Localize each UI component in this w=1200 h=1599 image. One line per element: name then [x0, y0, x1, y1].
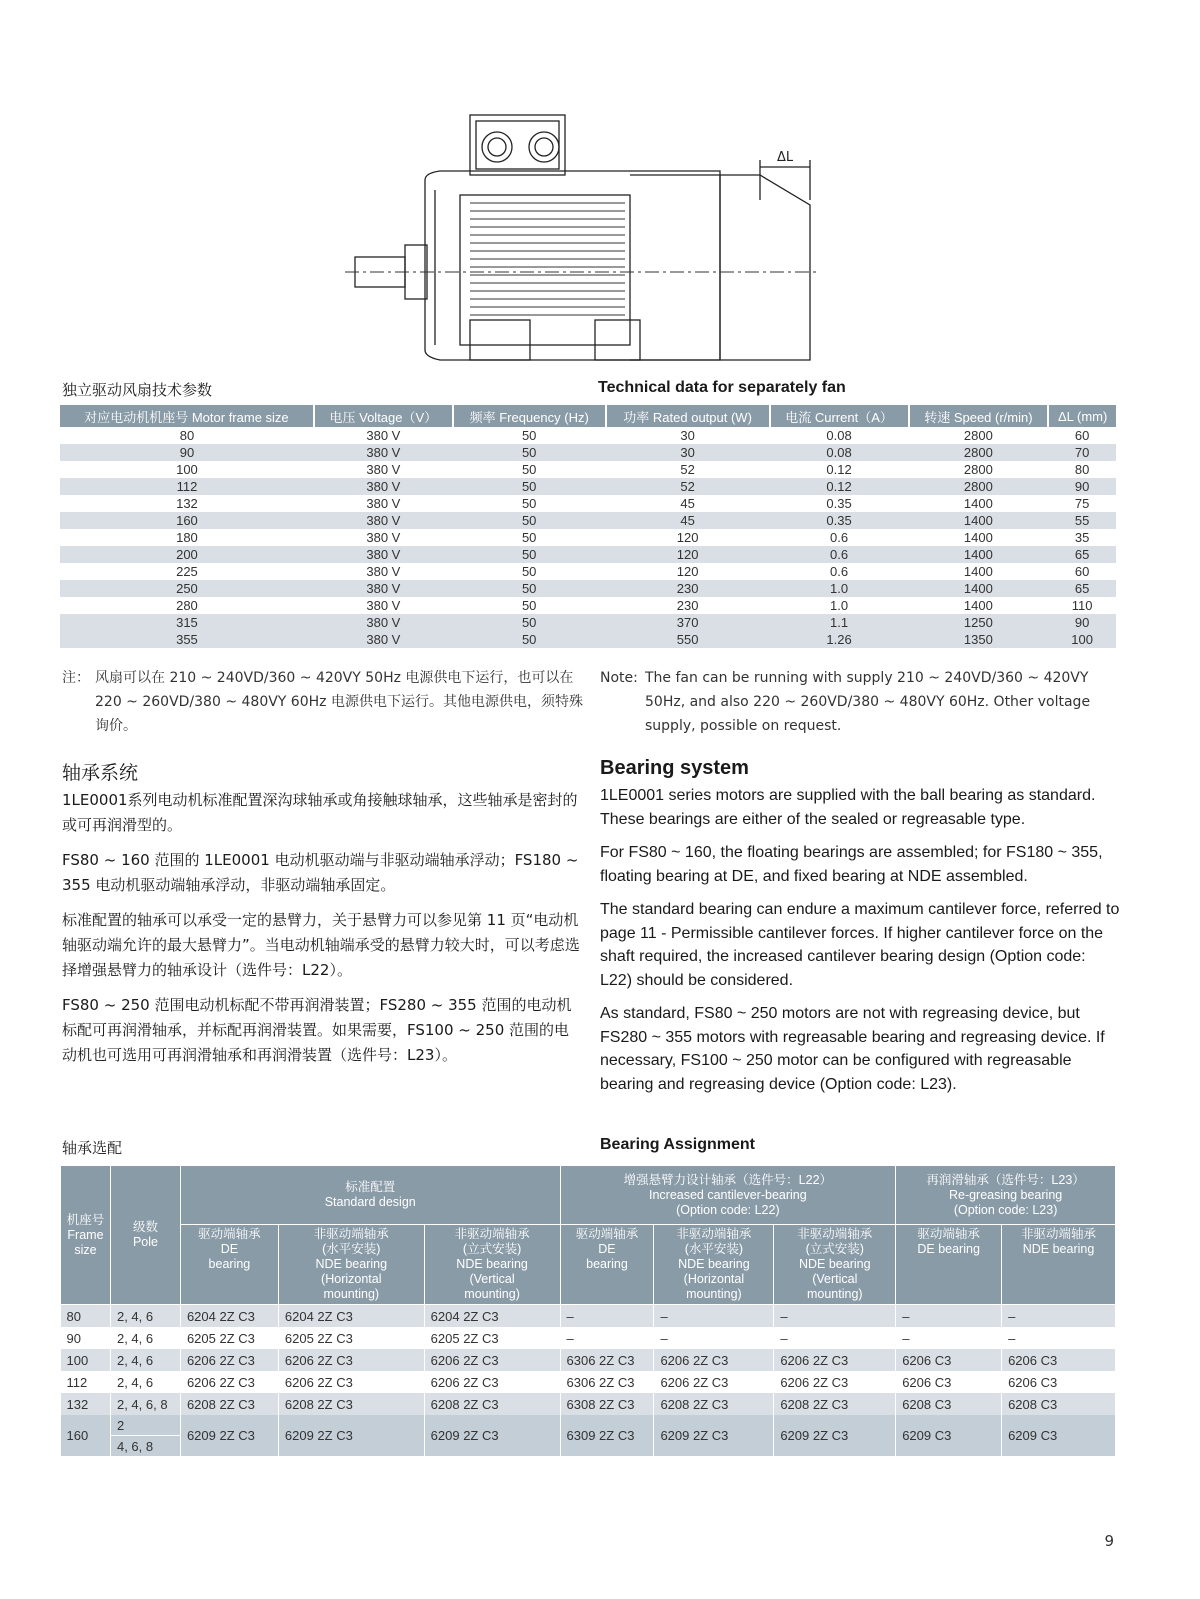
table-cell: –: [560, 1327, 654, 1349]
table-cell: 380 V: [314, 478, 453, 495]
table-cell: 230: [606, 580, 770, 597]
header-l23-de-cn: 驱动端轴承: [917, 1227, 980, 1241]
table-cell: 355: [60, 631, 314, 648]
table-cell: 50: [453, 444, 606, 461]
table-cell: 1400: [909, 512, 1049, 529]
header-speed: 转速 Speed (r/min): [909, 405, 1049, 427]
header-std-de-en2: bearing: [208, 1257, 251, 1271]
table-row-160a: [61, 1415, 1116, 1436]
note-en-text: The fan can be running with supply 210 ~ 240VD/360 ~ 420VY 50Hz, and also 220 ~ 260VD/380 ~ 480VY 60Hz. Other voltage supply, possible on request.: [645, 670, 1091, 734]
header-std-ndev-cn: 非驱动端轴承: [454, 1227, 530, 1241]
table-cell: 50: [453, 529, 606, 546]
table-cell: 6206 2Z C3: [654, 1371, 774, 1393]
table-row: [60, 478, 1116, 495]
note-en-label: Note:: [600, 670, 638, 686]
table-cell: 45: [606, 512, 770, 529]
table-cell: 0.08: [770, 427, 909, 444]
header-frequency: 频率 Frequency (Hz): [453, 405, 606, 427]
paragraph-en-1: 1LE0001 series motors are supplied with the ball bearing as standard. These bearings are either of the sealed or regreasable type.: [600, 787, 1096, 828]
table-cell: 6204 2Z C3: [278, 1305, 424, 1328]
fan-title-cn: 独立驱动风扇技术参数: [62, 381, 213, 399]
table-cell: 6206 2Z C3: [278, 1371, 424, 1393]
bearing-system-text-cn: [62, 788, 580, 1078]
table-cell: 6206 C3: [1002, 1371, 1116, 1393]
table-cell: 200: [60, 546, 314, 563]
table-cell: 380 V: [314, 495, 453, 512]
table-cell: 50: [453, 614, 606, 631]
header-std-nde-vertical: [424, 1225, 560, 1305]
table-cell: 50: [453, 461, 606, 478]
table-row: [60, 495, 1116, 512]
header-l22-de-en1: DE: [598, 1242, 616, 1256]
table-row: [60, 512, 1116, 529]
header-l22-ndev-en3: mounting): [806, 1287, 863, 1301]
table-cell: 1.0: [770, 597, 909, 614]
table-cell: 6208 2Z C3: [424, 1393, 560, 1415]
table-cell: 6206 C3: [896, 1371, 1002, 1393]
table-row: [60, 614, 1116, 631]
page-number: 9: [1104, 1532, 1114, 1550]
table-cell: 380 V: [314, 512, 453, 529]
table-cell: 380 V: [314, 614, 453, 631]
header-l22-cn: 增强悬臂力设计轴承（选件号：L22）: [623, 1172, 833, 1187]
header-l22-de: [560, 1225, 654, 1305]
table-cell: 30: [606, 427, 770, 444]
header-std-de-en1: DE: [220, 1242, 239, 1256]
header-l22-ndeh-cn2: (水平安装): [684, 1242, 744, 1256]
cell-160-c8: 6209 C3: [1002, 1415, 1116, 1456]
note-cn-text: 风扇可以在 210 ~ 240VD/360 ~ 420VY 50Hz 电源供电下运行，也可以在 220 ~ 260VD/380 ~ 480VY 60Hz 电源供电下运行。其他电源供电，须特殊询价。: [95, 670, 583, 734]
header-std-ndeh-cn2: (水平安装): [322, 1242, 381, 1256]
table-cell: 230: [606, 597, 770, 614]
cell-frame-160: 160: [61, 1415, 111, 1456]
table-cell: 120: [606, 546, 770, 563]
table-cell: 6205 2Z C3: [278, 1327, 424, 1349]
table-cell: 0.6: [770, 529, 909, 546]
paragraph-cn-2: FS80 ~ 160 范围的 1LE0001 电动机驱动端与非驱动端轴承浮动；FS180 ~ 355 电动机驱动端轴承浮动，非驱动端轴承固定。: [62, 851, 579, 894]
table-cell: 65: [1048, 546, 1116, 563]
table-cell: 6306 2Z C3: [560, 1371, 654, 1393]
table-cell: 1400: [909, 495, 1049, 512]
header-std-ndeh-en1: NDE bearing: [315, 1257, 388, 1271]
table-cell: 1400: [909, 546, 1049, 563]
header-l22-nde-horizontal: [654, 1225, 774, 1305]
table-cell: 6206 2Z C3: [424, 1349, 560, 1371]
table-cell: 0.08: [770, 444, 909, 461]
table-cell: 2800: [909, 427, 1049, 444]
header-voltage: 电压 Voltage（V）: [314, 405, 453, 427]
table-cell: 50: [453, 580, 606, 597]
table-cell: 380 V: [314, 444, 453, 461]
bearing-system-title-en: Bearing system: [600, 757, 749, 779]
table-cell: 6208 2Z C3: [774, 1393, 896, 1415]
table-cell: 380 V: [314, 631, 453, 648]
table-cell: 6206 2Z C3: [180, 1371, 278, 1393]
header-current: 电流 Current（A）: [770, 405, 909, 427]
table-cell: 380 V: [314, 529, 453, 546]
header-std-ndeh-en2: (Horizontal: [321, 1272, 382, 1286]
table-cell: 50: [453, 495, 606, 512]
table-cell: 50: [453, 512, 606, 529]
header-frame: [61, 1166, 111, 1305]
header-std-ndeh-en3: mounting): [323, 1287, 380, 1301]
header-l22-ndev-cn2: (立式安装): [805, 1242, 864, 1256]
table-cell: 65: [1048, 580, 1116, 597]
table-cell: 2800: [909, 444, 1049, 461]
bearing-system-title-cn: 轴承系统: [62, 762, 139, 784]
table-cell: 30: [606, 444, 770, 461]
table-cell: 35: [1048, 529, 1116, 546]
header-frame-cn: 机座号: [66, 1212, 105, 1227]
table-cell: 2800: [909, 478, 1049, 495]
note-en: [600, 666, 1118, 738]
table-cell: 0.35: [770, 512, 909, 529]
table-cell: 225: [60, 563, 314, 580]
header-l22-group: [560, 1166, 896, 1225]
fan-title-en: Technical data for separately fan: [598, 379, 846, 396]
table-cell: 6308 2Z C3: [560, 1393, 654, 1415]
table-row: [61, 1349, 1116, 1371]
delta-l-label: ΔL: [777, 150, 794, 165]
table-cell: 2, 4, 6: [110, 1327, 180, 1349]
table-row: [60, 444, 1116, 461]
table-cell: 6208 2Z C3: [654, 1393, 774, 1415]
table-cell: 2, 4, 6: [110, 1371, 180, 1393]
header-standard-en: Standard design: [324, 1195, 416, 1209]
header-pole-en: Pole: [132, 1235, 158, 1249]
table-cell: 0.6: [770, 546, 909, 563]
table-cell: 160: [60, 512, 314, 529]
table-cell: 112: [60, 478, 314, 495]
table-cell: 6206 2Z C3: [180, 1349, 278, 1371]
header-rated-output: 功率 Rated output (W): [606, 405, 770, 427]
table-cell: 55: [1048, 512, 1116, 529]
table-cell: 112: [61, 1371, 111, 1393]
table-cell: 6208 2Z C3: [278, 1393, 424, 1415]
table-cell: 50: [453, 478, 606, 495]
cell-160-c7: 6209 C3: [896, 1415, 1002, 1456]
table-row: [60, 631, 1116, 648]
fan-data-table: [60, 405, 1116, 648]
table-cell: 90: [1048, 614, 1116, 631]
table-cell: 50: [453, 563, 606, 580]
table-cell: 90: [60, 444, 314, 461]
note-cn: [62, 666, 594, 738]
header-l23-group: [896, 1166, 1116, 1225]
table-cell: 0.35: [770, 495, 909, 512]
table-cell: 90: [61, 1327, 111, 1349]
table-cell: 2800: [909, 461, 1049, 478]
cell-160-c4: 6309 2Z C3: [560, 1415, 654, 1456]
table-cell: 6206 C3: [1002, 1349, 1116, 1371]
table-cell: 90: [1048, 478, 1116, 495]
table-cell: 6205 2Z C3: [180, 1327, 278, 1349]
table-cell: 6206 2Z C3: [424, 1371, 560, 1393]
header-l22-de-en2: bearing: [586, 1257, 628, 1271]
header-l22-ndev-cn: 非驱动端轴承: [797, 1227, 873, 1241]
header-delta-l: ΔL (mm): [1048, 405, 1116, 427]
cell-160-c6: 6209 2Z C3: [774, 1415, 896, 1456]
paragraph-en-2: For FS80 ~ 160, the floating bearings are assembled; for FS180 ~ 355, floating bearing at DE, and fixed bearing at NDE assembled.: [600, 844, 1103, 885]
header-l22-ndev-en1: NDE bearing: [798, 1257, 871, 1271]
table-cell: 6206 2Z C3: [774, 1371, 896, 1393]
table-cell: 250: [60, 580, 314, 597]
table-cell: 1.26: [770, 631, 909, 648]
header-std-de-cn: 驱动端轴承: [198, 1227, 261, 1241]
paragraph-cn-4: FS80 ~ 250 范围电动机标配不带再润滑装置；FS280 ~ 355 范围的电动机标配可再润滑轴承，并标配再润滑装置。如果需要，FS100 ~ 250 范围的电动机也可选用可再润滑轴承和再润滑装置（选件号：L23）。: [62, 996, 572, 1064]
header-standard-cn: 标准配置: [345, 1180, 396, 1194]
table-cell: 1400: [909, 529, 1049, 546]
table-row: [60, 461, 1116, 478]
table-cell: 100: [60, 461, 314, 478]
table-cell: 120: [606, 529, 770, 546]
table-cell: 50: [453, 546, 606, 563]
table-cell: 100: [61, 1349, 111, 1371]
table-cell: 80: [1048, 461, 1116, 478]
table-cell: 45: [606, 495, 770, 512]
header-l23-nde: [1002, 1225, 1116, 1305]
header-frame-en: Frame size: [67, 1227, 104, 1257]
header-std-ndev-en1: NDE bearing: [456, 1257, 528, 1271]
table-cell: 50: [453, 427, 606, 444]
table-cell: 1.1: [770, 614, 909, 631]
header-std-ndev-en2: (Vertical: [469, 1272, 515, 1286]
table-cell: 6208 C3: [896, 1393, 1002, 1415]
header-l23-cn: 再润滑轴承（选件号：L23）: [926, 1172, 1085, 1187]
table-row: [61, 1393, 1116, 1415]
header-l23-code: (Option code: L23): [953, 1202, 1058, 1217]
table-cell: 6206 2Z C3: [654, 1349, 774, 1371]
paragraph-cn-3: 标准配置的轴承可以承受一定的悬臂力，关于悬臂力可以参见第 11 页“电动机轴驱动端允许的最大悬臂力”。当电动机轴端承受的悬臂力较大时，可以考虑选择增强悬臂力的轴承设计（选件号：L22）。: [62, 911, 580, 979]
header-std-nde-horizontal: [278, 1225, 424, 1305]
header-frame-size: 对应电动机机座号 Motor frame size: [60, 405, 314, 427]
paragraph-en-3: The standard bearing can endure a maximum cantilever force, referred to page 11 - Permissible cantilever forces. If higher cantilever force on the shaft required, the increased cantilever bearing design (Option code: L22) should be considered.: [600, 901, 1120, 989]
table-cell: 1350: [909, 631, 1049, 648]
table-cell: –: [654, 1327, 774, 1349]
cell-pole-160b: 4, 6, 8: [110, 1436, 180, 1457]
table-cell: 52: [606, 461, 770, 478]
table-cell: –: [774, 1327, 896, 1349]
table-cell: 120: [606, 563, 770, 580]
table-cell: –: [774, 1305, 896, 1328]
table-cell: 50: [453, 597, 606, 614]
table-cell: 6205 2Z C3: [424, 1327, 560, 1349]
bearing-system-text-en: [600, 784, 1120, 1106]
header-l22-ndeh-en1: NDE bearing: [678, 1257, 750, 1271]
table-cell: –: [1002, 1305, 1116, 1328]
table-cell: –: [1002, 1327, 1116, 1349]
cell-160-c1: 6209 2Z C3: [180, 1415, 278, 1456]
cell-160-c3: 6209 2Z C3: [424, 1415, 560, 1456]
table-cell: 6204 2Z C3: [424, 1305, 560, 1328]
header-l23-de-en: DE bearing: [917, 1242, 980, 1256]
header-std-ndev-en3: mounting): [464, 1287, 520, 1301]
table-row: [60, 529, 1116, 546]
table-cell: 1.0: [770, 580, 909, 597]
table-cell: 370: [606, 614, 770, 631]
header-pole-cn: 级数: [132, 1220, 158, 1234]
table-cell: 1400: [909, 580, 1049, 597]
table-row: [60, 597, 1116, 614]
header-l22-ndeh-cn: 非驱动端轴承: [676, 1227, 752, 1241]
table-cell: –: [560, 1305, 654, 1328]
table-cell: 6306 2Z C3: [560, 1349, 654, 1371]
table-cell: 1400: [909, 597, 1049, 614]
table-row: [61, 1305, 1116, 1328]
table-cell: 52: [606, 478, 770, 495]
table-cell: 2, 4, 6, 8: [110, 1393, 180, 1415]
header-std-de: [180, 1225, 278, 1305]
table-cell: 315: [60, 614, 314, 631]
note-cn-label: 注：: [62, 670, 90, 686]
bearing-assignment-table: [60, 1165, 1116, 1456]
cell-pole-160a: 2: [110, 1415, 180, 1436]
paragraph-cn-1: 1LE0001系列电动机标准配置深沟球轴承或角接触球轴承，这些轴承是密封的或可再润滑型的。: [62, 791, 578, 834]
motor-diagram: [340, 105, 840, 380]
header-l22-en: Increased cantilever-bearing: [648, 1187, 807, 1202]
table-cell: –: [896, 1327, 1002, 1349]
header-l22-ndeh-en3: mounting): [686, 1287, 742, 1301]
paragraph-en-4: As standard, FS80 ~ 250 motors are not with regreasing device, but FS280 ~ 355 motors with regreasable bearing and regreasing device. If necessary, FS100 ~ 250 motor can be configured with regreasable bearing and regreasing device (Option code: L23).: [600, 1005, 1105, 1093]
table-cell: 0.12: [770, 478, 909, 495]
table-cell: 180: [60, 529, 314, 546]
table-cell: –: [896, 1305, 1002, 1328]
table-row: [61, 1327, 1116, 1349]
header-standard-design: [180, 1166, 560, 1225]
cell-160-c5: 6209 2Z C3: [654, 1415, 774, 1456]
table-cell: 6208 2Z C3: [180, 1393, 278, 1415]
table-cell: 380 V: [314, 546, 453, 563]
header-l22-nde-vertical: [774, 1225, 896, 1305]
bearing-assignment-title-en: Bearing Assignment: [600, 1136, 755, 1153]
header-l22-ndev-en2: (Vertical: [812, 1272, 858, 1286]
cell-160-c2: 6209 2Z C3: [278, 1415, 424, 1456]
table-cell: 6204 2Z C3: [180, 1305, 278, 1328]
table-row: [61, 1371, 1116, 1393]
table-cell: 132: [61, 1393, 111, 1415]
table-cell: 60: [1048, 563, 1116, 580]
header-l22-ndeh-en2: (Horizontal: [683, 1272, 745, 1286]
table-cell: 380 V: [314, 461, 453, 478]
table-cell: 132: [60, 495, 314, 512]
table-cell: 6208 C3: [1002, 1393, 1116, 1415]
table-cell: –: [654, 1305, 774, 1328]
table-cell: 6206 C3: [896, 1349, 1002, 1371]
header-std-ndeh-cn: 非驱动端轴承: [313, 1227, 389, 1241]
table-cell: 100: [1048, 631, 1116, 648]
header-std-ndev-cn2: (立式安装): [462, 1242, 522, 1256]
header-pole: [110, 1166, 180, 1305]
header-l23-nde-cn: 非驱动端轴承: [1021, 1227, 1097, 1241]
table-row: [60, 546, 1116, 563]
header-l23-de: [896, 1225, 1002, 1305]
table-cell: 380 V: [314, 597, 453, 614]
table-cell: 70: [1048, 444, 1116, 461]
table-row: [60, 427, 1116, 444]
table-cell: 0.6: [770, 563, 909, 580]
table-cell: 1250: [909, 614, 1049, 631]
table-cell: 60: [1048, 427, 1116, 444]
table-cell: 2, 4, 6: [110, 1349, 180, 1371]
header-l22-de-cn: 驱动端轴承: [575, 1227, 639, 1241]
table-cell: 1400: [909, 563, 1049, 580]
table-cell: 380 V: [314, 563, 453, 580]
table-cell: 380 V: [314, 427, 453, 444]
table-cell: 2, 4, 6: [110, 1305, 180, 1328]
table-cell: 280: [60, 597, 314, 614]
table-cell: 6206 2Z C3: [278, 1349, 424, 1371]
table-cell: 50: [453, 631, 606, 648]
table-row: [60, 580, 1116, 597]
table-cell: 75: [1048, 495, 1116, 512]
table-cell: 0.12: [770, 461, 909, 478]
bearing-assignment-title-cn: 轴承选配: [62, 1139, 123, 1157]
header-l22-code: (Option code: L22): [676, 1202, 780, 1217]
table-cell: 110: [1048, 597, 1116, 614]
table-cell: 380 V: [314, 580, 453, 597]
header-l23-nde-en: NDE bearing: [1022, 1242, 1095, 1256]
header-l23-en: Re-greasing bearing: [948, 1187, 1063, 1202]
table-row: [60, 563, 1116, 580]
table-cell: 80: [60, 427, 314, 444]
table-cell: 80: [61, 1305, 111, 1328]
table-cell: 6206 2Z C3: [774, 1349, 896, 1371]
table-cell: 550: [606, 631, 770, 648]
